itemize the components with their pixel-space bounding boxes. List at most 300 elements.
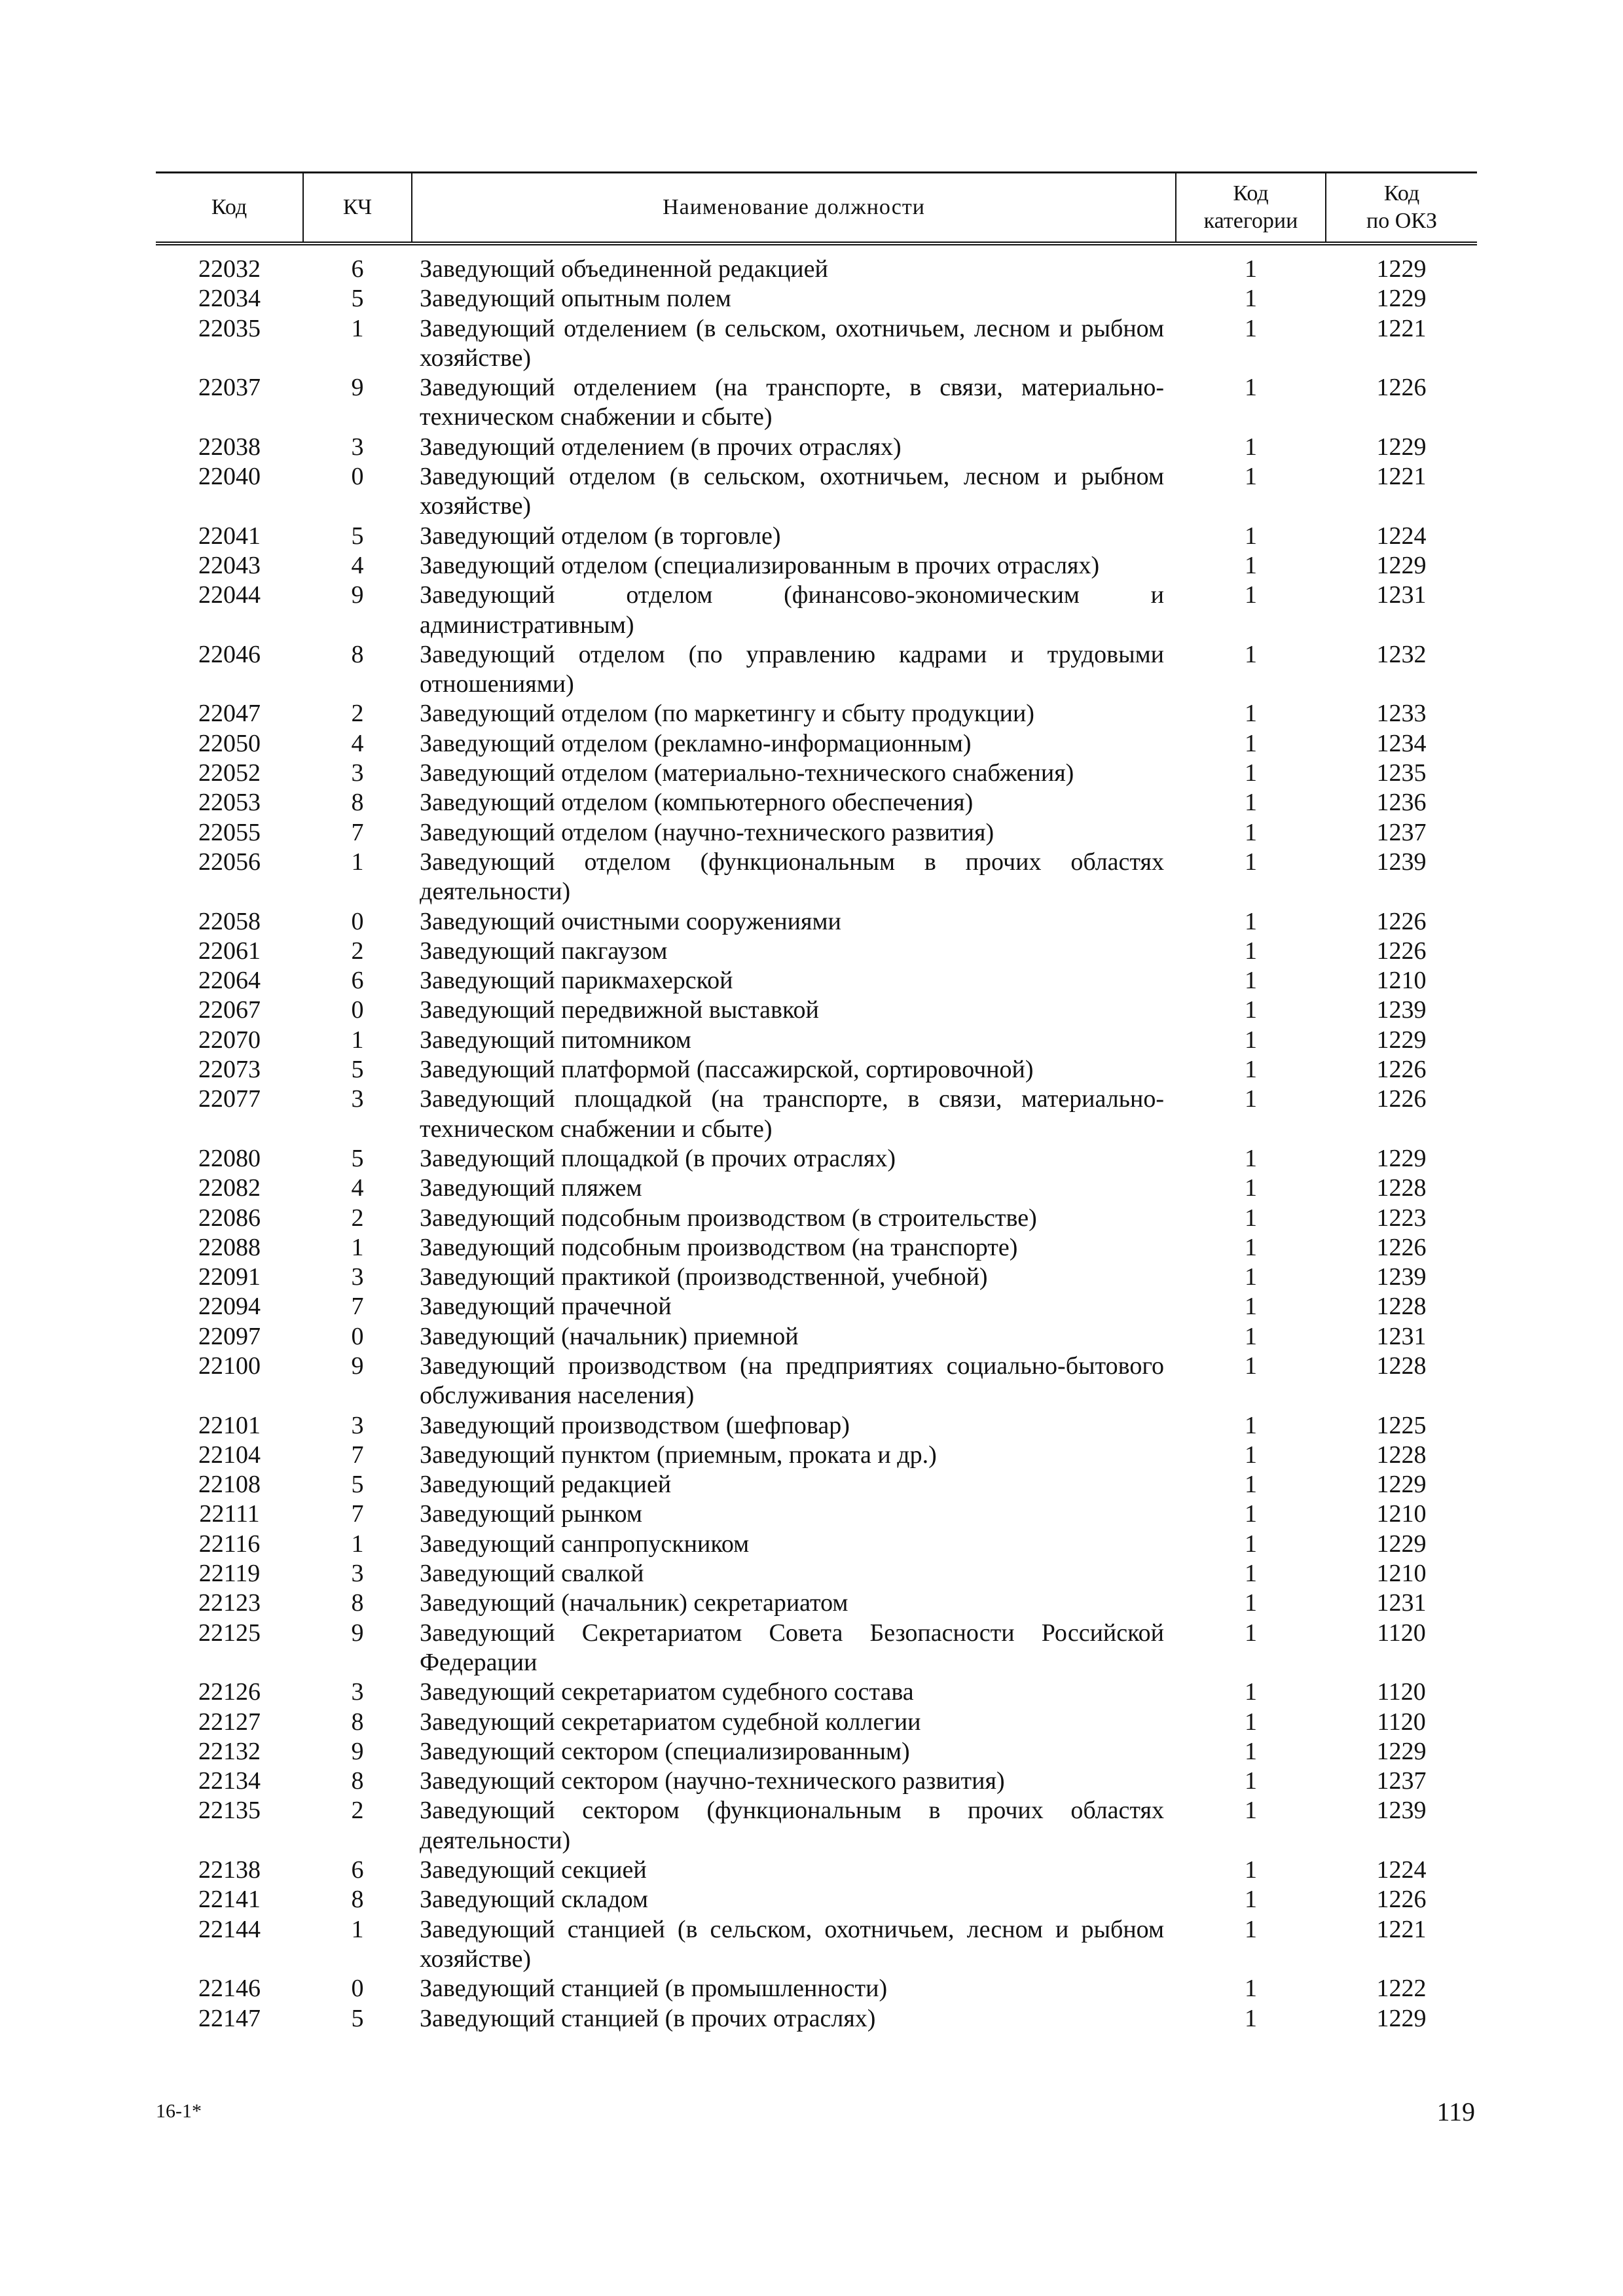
header-okz (1326, 173, 1477, 244)
table-row (156, 1677, 1477, 1707)
cell-category: 1 (1245, 374, 1257, 402)
cell-name: Заведующий отделением (на транспорте, в связи, материально-техническом снабжении и сбыте) (420, 374, 1164, 431)
cell-code: 22034 (198, 285, 261, 313)
cell-code: 22040 (198, 463, 261, 491)
cell-name: Заведующий рынком (420, 1500, 642, 1528)
cell-name: Заведующий очистными сооружениями (420, 907, 841, 935)
cell-code: 22052 (198, 759, 261, 787)
cell-kch: 5 (351, 2004, 364, 2032)
cell-kch: 1 (351, 314, 364, 342)
cell-kch: 5 (351, 1056, 364, 1084)
cell-kch: 1 (351, 1530, 364, 1558)
cell-kch: 8 (351, 1886, 364, 1914)
cell-name: Заведующий отделом (материально-технического снабжения) (420, 759, 1074, 787)
cell-code: 22126 (198, 1678, 261, 1706)
cell-okz: 1221 (1376, 463, 1427, 491)
cell-name: Заведующий редакцией (420, 1471, 672, 1499)
cell-category: 1 (1245, 937, 1257, 965)
table-row (156, 759, 1477, 788)
cell-kch: 1 (351, 848, 364, 876)
cell-category: 1 (1245, 1411, 1257, 1439)
cell-okz: 1232 (1376, 640, 1427, 668)
cell-code: 22135 (198, 1797, 261, 1825)
cell-kch: 4 (351, 551, 364, 579)
cell-kch: 0 (351, 996, 364, 1024)
table-row (156, 1085, 1477, 1144)
cell-okz: 1239 (1376, 996, 1427, 1024)
cell-category: 1 (1245, 314, 1257, 342)
cell-code: 22144 (198, 1915, 261, 1943)
table-row (156, 373, 1477, 433)
cell-okz: 1226 (1376, 1056, 1427, 1084)
cell-kch: 8 (351, 1708, 364, 1736)
cell-category: 1 (1245, 1915, 1257, 1943)
cell-kch: 2 (351, 1204, 364, 1232)
cell-category: 1 (1245, 1352, 1257, 1380)
cell-category: 1 (1245, 285, 1257, 313)
cell-category: 1 (1245, 1767, 1257, 1795)
cell-code: 22035 (198, 314, 261, 342)
cell-category: 1 (1245, 1322, 1257, 1350)
cell-okz: 1221 (1376, 314, 1427, 342)
cell-kch: 4 (351, 729, 364, 757)
cell-kch: 6 (351, 255, 364, 283)
header-category (1176, 173, 1326, 244)
cell-kch: 2 (351, 700, 364, 728)
cell-kch: 0 (351, 1975, 364, 2003)
cell-kch: 8 (351, 1589, 364, 1617)
cell-okz: 1221 (1376, 1915, 1427, 1943)
cell-category: 1 (1245, 1856, 1257, 1884)
table-row (156, 1796, 1477, 1856)
cell-name: Заведующий секретариатом судебного состава (420, 1678, 914, 1706)
table-row (156, 907, 1477, 937)
table-row (156, 1588, 1477, 1618)
table-row (156, 1204, 1477, 1233)
cell-name: Заведующий (начальник) приемной (420, 1322, 799, 1350)
cell-name: Заведующий отделением (в сельском, охотничьем, лесном и рыбном хозяйстве) (420, 314, 1164, 372)
cell-category: 1 (1245, 996, 1257, 1024)
cell-category: 1 (1245, 759, 1257, 787)
cell-okz: 1229 (1376, 255, 1427, 283)
cell-category: 1 (1245, 1589, 1257, 1617)
cell-name: Заведующий сектором (функциональным в прочих областях деятельности) (420, 1797, 1164, 1854)
cell-kch: 0 (351, 907, 364, 935)
table-row (156, 996, 1477, 1025)
cell-kch: 2 (351, 937, 364, 965)
header-category-line2: категории (1203, 209, 1298, 233)
cell-name: Заведующий платформой (пассажирской, сортировочной) (420, 1056, 1034, 1084)
cell-code: 22097 (198, 1322, 261, 1350)
cell-code: 22086 (198, 1204, 261, 1232)
cell-name: Заведующий станцией (в сельском, охотничьем, лесном и рыбном хозяйстве) (420, 1915, 1164, 1973)
cell-code: 22138 (198, 1856, 261, 1884)
cell-category: 1 (1245, 729, 1257, 757)
cell-name: Заведующий секцией (420, 1856, 647, 1884)
cell-category: 1 (1245, 1263, 1257, 1291)
cell-okz: 1120 (1377, 1708, 1426, 1736)
cell-code: 22038 (198, 433, 261, 461)
cell-kch: 3 (351, 1411, 364, 1439)
cell-kch: 3 (351, 1263, 364, 1291)
cell-name: Заведующий пакгаузом (420, 937, 668, 965)
cell-name: Заведующий передвижной выставкой (420, 996, 819, 1024)
cell-category: 1 (1245, 1975, 1257, 2003)
table-row (156, 1767, 1477, 1796)
table-row (156, 1233, 1477, 1263)
cell-kch: 8 (351, 789, 364, 817)
cell-kch: 9 (351, 581, 364, 609)
cell-category: 1 (1245, 848, 1257, 876)
cell-category: 1 (1245, 1708, 1257, 1736)
cell-kch: 8 (351, 640, 364, 668)
cell-code: 22132 (198, 1737, 261, 1765)
cell-kch: 4 (351, 1174, 364, 1202)
table-body (156, 243, 1477, 2034)
cell-category: 1 (1245, 1204, 1257, 1232)
cell-code: 22043 (198, 551, 261, 579)
cell-name: Заведующий Секретариатом Совета Безопасности Российской Федерации (420, 1619, 1164, 1676)
cell-okz: 1223 (1376, 1204, 1427, 1232)
cell-okz: 1224 (1376, 522, 1427, 550)
cell-kch: 8 (351, 1767, 364, 1795)
cell-category: 1 (1245, 255, 1257, 283)
positions-table-container (156, 171, 1477, 2034)
cell-code: 22108 (198, 1471, 261, 1499)
cell-kch: 3 (351, 433, 364, 461)
cell-code: 22147 (198, 2004, 261, 2032)
cell-category: 1 (1245, 1293, 1257, 1321)
table-row (156, 1411, 1477, 1441)
table-row (156, 1144, 1477, 1174)
cell-name: Заведующий производством (шефповар) (420, 1411, 850, 1439)
cell-name: Заведующий опытным полем (420, 285, 731, 313)
cell-kch: 1 (351, 1233, 364, 1261)
cell-kch: 9 (351, 1737, 364, 1765)
cell-kch: 3 (351, 1085, 364, 1113)
cell-okz: 1228 (1376, 1174, 1427, 1202)
cell-okz: 1229 (1376, 551, 1427, 579)
cell-name: Заведующий станцией (в промышленности) (420, 1975, 888, 2003)
cell-okz: 1228 (1376, 1293, 1427, 1321)
cell-category: 1 (1245, 1500, 1257, 1528)
table-row (156, 1530, 1477, 1559)
cell-kch: 9 (351, 1619, 364, 1647)
cell-okz: 1226 (1376, 1233, 1427, 1261)
cell-okz: 1222 (1376, 1975, 1427, 2003)
table-row (156, 1559, 1477, 1588)
cell-code: 22091 (198, 1263, 261, 1291)
table-row (156, 581, 1477, 640)
cell-kch: 7 (351, 1500, 364, 1528)
cell-category: 1 (1245, 1026, 1257, 1054)
cell-okz: 1231 (1376, 581, 1427, 609)
cell-category: 1 (1245, 1144, 1257, 1172)
cell-okz: 1229 (1376, 2004, 1427, 2032)
cell-okz: 1226 (1376, 1886, 1427, 1914)
cell-category: 1 (1245, 1797, 1257, 1825)
table-row (156, 1974, 1477, 2003)
cell-category: 1 (1245, 1471, 1257, 1499)
cell-okz: 1224 (1376, 1856, 1427, 1884)
cell-code: 22141 (198, 1886, 261, 1914)
cell-kch: 5 (351, 285, 364, 313)
table-row (156, 1708, 1477, 1737)
cell-code: 22047 (198, 700, 261, 728)
cell-name: Заведующий отделом (функциональным в прочих областях деятельности) (420, 848, 1164, 906)
table-header (156, 173, 1477, 244)
cell-okz: 1229 (1376, 433, 1427, 461)
cell-category: 1 (1245, 522, 1257, 550)
cell-name: Заведующий практикой (производственной, учебной) (420, 1263, 988, 1291)
cell-code: 22067 (198, 996, 261, 1024)
cell-category: 1 (1245, 581, 1257, 609)
table-row (156, 1856, 1477, 1885)
cell-code: 22044 (198, 581, 261, 609)
cell-code: 22125 (198, 1619, 261, 1647)
cell-code: 22080 (198, 1144, 261, 1172)
cell-name: Заведующий отделом (специализированным в прочих отраслях) (420, 551, 1100, 579)
cell-okz: 1237 (1376, 818, 1427, 846)
cell-name: Заведующий подсобным производством (на транспорте) (420, 1233, 1018, 1261)
cell-name: Заведующий отделом (в сельском, охотничьем, лесном и рыбном хозяйстве) (420, 463, 1164, 520)
cell-code: 22050 (198, 729, 261, 757)
cell-name: Заведующий (начальник) секретариатом (420, 1589, 848, 1617)
cell-name: Заведующий площадкой (на транспорте, в связи, материально-техническом снабжении и сбыте) (420, 1085, 1164, 1143)
cell-category: 1 (1245, 1560, 1257, 1588)
cell-code: 22116 (198, 1530, 261, 1558)
table-row (156, 2004, 1477, 2034)
cell-kch: 5 (351, 522, 364, 550)
cell-name: Заведующий отделом (по управлению кадрами и трудовыми отношениями) (420, 640, 1164, 698)
cell-code: 22064 (198, 967, 261, 995)
cell-name: Заведующий отделом (по маркетингу и сбыту продукции) (420, 700, 1034, 728)
table-row (156, 699, 1477, 728)
table-row (156, 1619, 1477, 1678)
cell-kch: 0 (351, 463, 364, 491)
cell-okz: 1210 (1376, 1500, 1427, 1528)
cell-name: Заведующий отделом (компьютерного обеспечения) (420, 789, 974, 817)
cell-kch: 3 (351, 1560, 364, 1588)
cell-kch: 9 (351, 374, 364, 402)
table-row (156, 1499, 1477, 1529)
cell-name: Заведующий пляжем (420, 1174, 642, 1202)
table-row (156, 284, 1477, 314)
cell-category: 1 (1245, 551, 1257, 579)
table-row (156, 848, 1477, 907)
cell-category: 1 (1245, 1233, 1257, 1261)
table-row (156, 818, 1477, 848)
cell-category: 1 (1245, 1174, 1257, 1202)
table-row (156, 1174, 1477, 1203)
header-name: Наименование должности (412, 173, 1176, 244)
cell-category: 1 (1245, 907, 1257, 935)
cell-code: 22094 (198, 1293, 261, 1321)
cell-category: 1 (1245, 700, 1257, 728)
cell-code: 22061 (198, 937, 261, 965)
table-row (156, 1441, 1477, 1470)
cell-kch: 7 (351, 818, 364, 846)
cell-category: 1 (1245, 640, 1257, 668)
cell-category: 1 (1245, 818, 1257, 846)
cell-code: 22058 (198, 907, 261, 935)
cell-code: 22055 (198, 818, 261, 846)
cell-okz: 1229 (1376, 1737, 1427, 1765)
table-row (156, 433, 1477, 462)
table-row (156, 522, 1477, 551)
cell-code: 22100 (198, 1352, 261, 1380)
cell-name: Заведующий подсобным производством (в строительстве) (420, 1204, 1037, 1232)
cell-code: 22123 (198, 1589, 261, 1617)
table-row (156, 937, 1477, 966)
cell-code: 22146 (198, 1975, 261, 2003)
table-row (156, 314, 1477, 374)
cell-okz: 1226 (1376, 1085, 1427, 1113)
cell-code: 22053 (198, 789, 261, 817)
cell-kch: 6 (351, 967, 364, 995)
cell-okz: 1236 (1376, 789, 1427, 817)
table-row (156, 1352, 1477, 1411)
table-row (156, 729, 1477, 759)
cell-okz: 1239 (1376, 848, 1427, 876)
cell-okz: 1235 (1376, 759, 1427, 787)
cell-name: Заведующий пунктом (приемным, проката и др.) (420, 1441, 937, 1469)
cell-name: Заведующий площадкой (в прочих отраслях) (420, 1144, 896, 1172)
cell-okz: 1120 (1377, 1678, 1426, 1706)
cell-code: 22032 (198, 255, 261, 283)
cell-name: Заведующий объединенной редакцией (420, 255, 828, 283)
page-signature: 16-1* (156, 2100, 202, 2122)
cell-code: 22046 (198, 640, 261, 668)
cell-kch: 3 (351, 759, 364, 787)
cell-okz: 1233 (1376, 700, 1427, 728)
table-row (156, 1026, 1477, 1055)
cell-kch: 3 (351, 1678, 364, 1706)
cell-name: Заведующий парикмахерской (420, 967, 733, 995)
cell-okz: 1229 (1376, 1144, 1427, 1172)
cell-name: Заведующий складом (420, 1886, 648, 1914)
cell-okz: 1228 (1376, 1441, 1427, 1469)
header-kch: КЧ (303, 173, 412, 244)
cell-okz: 1229 (1376, 285, 1427, 313)
header-okz-line1: Код (1383, 181, 1420, 206)
table-row (156, 966, 1477, 996)
cell-kch: 7 (351, 1293, 364, 1321)
cell-name: Заведующий сектором (научно-технического развития) (420, 1767, 1005, 1795)
cell-okz: 1229 (1376, 1471, 1427, 1499)
cell-name: Заведующий отделением (в прочих отраслях) (420, 433, 902, 461)
cell-category: 1 (1245, 463, 1257, 491)
cell-okz: 1120 (1377, 1619, 1426, 1647)
cell-kch: 5 (351, 1144, 364, 1172)
cell-code: 22082 (198, 1174, 261, 1202)
cell-okz: 1239 (1376, 1797, 1427, 1825)
cell-code: 22134 (198, 1767, 261, 1795)
page-number: 119 (1436, 2097, 1475, 2126)
cell-code: 22088 (198, 1233, 261, 1261)
cell-code: 22101 (198, 1411, 261, 1439)
cell-kch: 5 (351, 1471, 364, 1499)
cell-name: Заведующий сектором (специализированным) (420, 1737, 910, 1765)
cell-name: Заведующий отделом (финансово-экономическим и административным) (420, 581, 1164, 639)
cell-name: Заведующий отделом (рекламно-информационным) (420, 729, 972, 757)
cell-code: 22111 (199, 1500, 260, 1528)
table-row (156, 1915, 1477, 1975)
cell-category: 1 (1245, 1886, 1257, 1914)
cell-kch: 2 (351, 1797, 364, 1825)
cell-code: 22073 (198, 1056, 261, 1084)
table-row (156, 243, 1477, 284)
cell-code: 22119 (198, 1560, 261, 1588)
cell-category: 1 (1245, 789, 1257, 817)
cell-code: 22077 (198, 1085, 261, 1113)
cell-code: 22104 (198, 1441, 261, 1469)
cell-okz: 1228 (1376, 1352, 1427, 1380)
cell-name: Заведующий отделом (в торговле) (420, 522, 781, 550)
cell-category: 1 (1245, 1441, 1257, 1469)
cell-category: 1 (1245, 1619, 1257, 1647)
cell-kch: 1 (351, 1915, 364, 1943)
cell-category: 1 (1245, 1737, 1257, 1765)
cell-okz: 1229 (1376, 1026, 1427, 1054)
cell-okz: 1225 (1376, 1411, 1427, 1439)
cell-okz: 1226 (1376, 937, 1427, 965)
table-row (156, 1055, 1477, 1085)
cell-okz: 1237 (1376, 1767, 1427, 1795)
cell-kch: 9 (351, 1352, 364, 1380)
header-okz-line2: по ОКЗ (1366, 209, 1437, 233)
cell-category: 1 (1245, 2004, 1257, 2032)
cell-name: Заведующий свалкой (420, 1560, 644, 1588)
cell-code: 22127 (198, 1708, 261, 1736)
cell-category: 1 (1245, 1056, 1257, 1084)
cell-okz: 1229 (1376, 1530, 1427, 1558)
cell-name: Заведующий секретариатом судебной коллегии (420, 1708, 921, 1736)
header-code: Код (156, 173, 303, 244)
cell-okz: 1231 (1376, 1589, 1427, 1617)
cell-kch: 1 (351, 1026, 364, 1054)
cell-category: 1 (1245, 1678, 1257, 1706)
cell-category: 1 (1245, 967, 1257, 995)
table-row (156, 462, 1477, 522)
table-row (156, 1885, 1477, 1914)
cell-okz: 1239 (1376, 1263, 1427, 1291)
cell-code: 22056 (198, 848, 261, 876)
cell-code: 22070 (198, 1026, 261, 1054)
cell-code: 22037 (198, 374, 261, 402)
table-row (156, 1470, 1477, 1499)
cell-okz: 1226 (1376, 907, 1427, 935)
table-row (156, 1263, 1477, 1292)
cell-kch: 6 (351, 1856, 364, 1884)
table-row (156, 1737, 1477, 1767)
cell-name: Заведующий питомником (420, 1026, 691, 1054)
cell-kch: 0 (351, 1322, 364, 1350)
cell-name: Заведующий санпропускником (420, 1530, 750, 1558)
cell-category: 1 (1245, 1085, 1257, 1113)
cell-okz: 1231 (1376, 1322, 1427, 1350)
cell-name: Заведующий станцией (в прочих отраслях) (420, 2004, 876, 2032)
table-row (156, 1322, 1477, 1352)
cell-code: 22041 (198, 522, 261, 550)
cell-name: Заведующий отделом (научно-технического развития) (420, 818, 994, 846)
cell-okz: 1234 (1376, 729, 1427, 757)
cell-kch: 7 (351, 1441, 364, 1469)
table-row (156, 1292, 1477, 1321)
cell-okz: 1210 (1376, 1560, 1427, 1588)
cell-okz: 1210 (1376, 967, 1427, 995)
cell-okz: 1226 (1376, 374, 1427, 402)
